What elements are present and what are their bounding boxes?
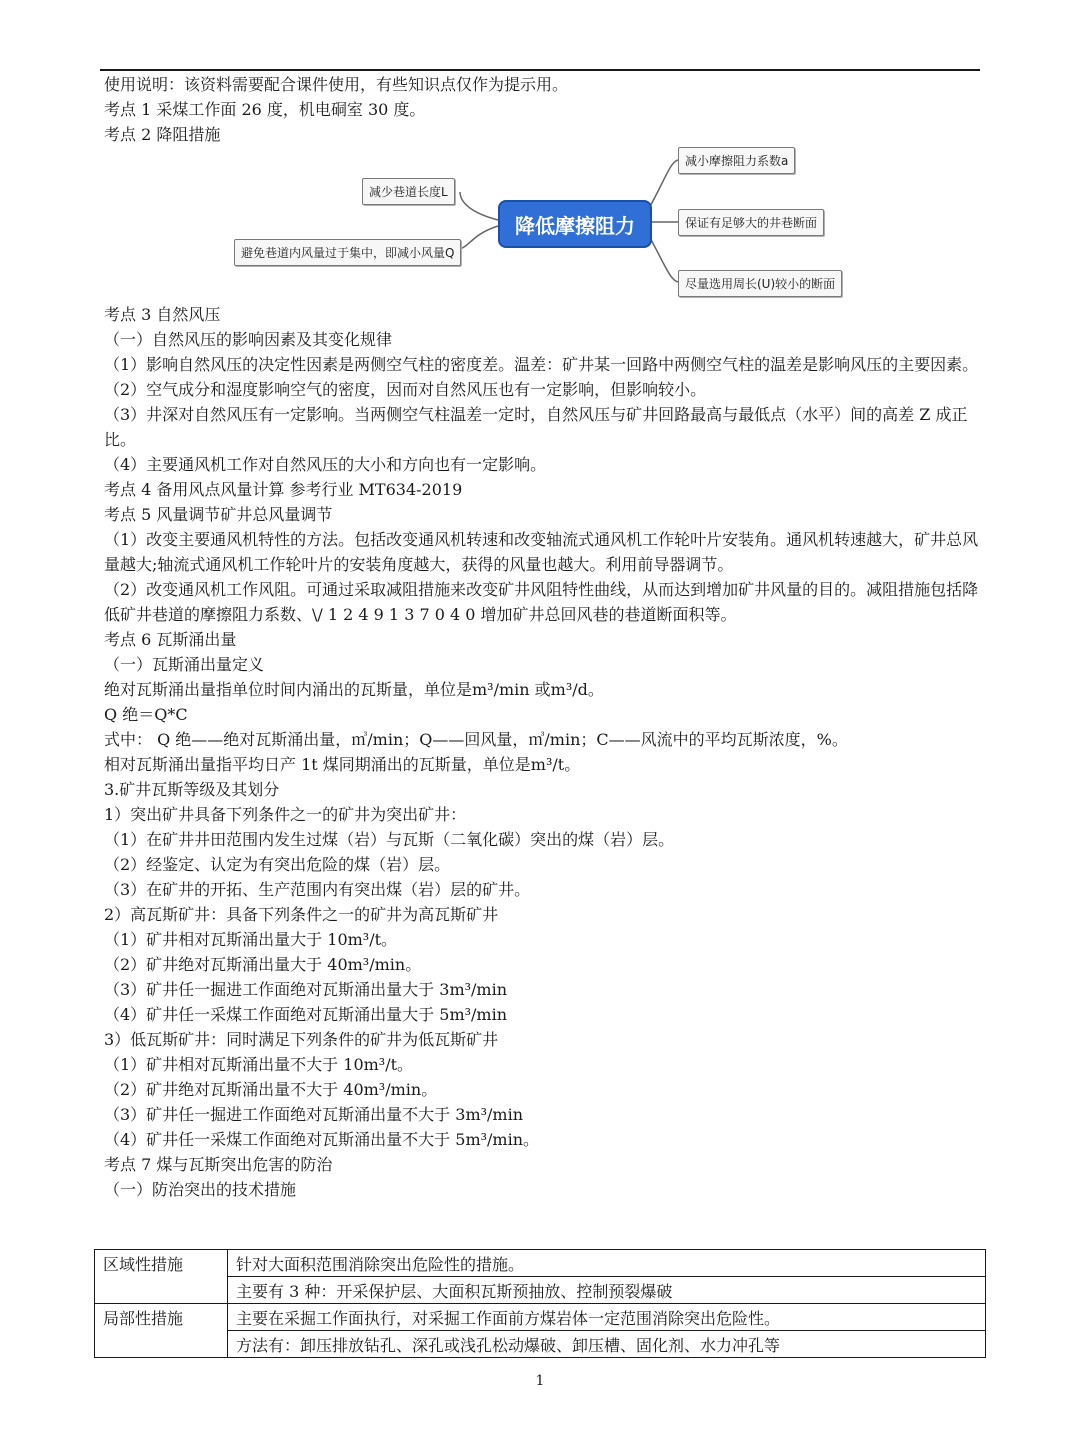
- point-7-heading: （一）防治突出的技术措施: [104, 1180, 297, 1199]
- page-number: 1: [535, 1373, 545, 1389]
- table-cell-head: 局部性措施: [95, 1304, 228, 1358]
- list-item: （3）矿井任一掘进工作面绝对瓦斯涌出量不大于 3m³/min: [104, 1105, 524, 1124]
- table-row: [95, 1331, 986, 1358]
- mindmap-node-small-perimeter: 尽量选用周长(U)较小的断面: [678, 270, 842, 297]
- formula: Q 绝＝Q*C: [104, 705, 188, 724]
- list-item: 1）突出矿井具备下列条件之一的矿井为突出矿井：: [104, 805, 467, 824]
- mindmap-center-node: 降低摩擦阻力: [498, 200, 652, 248]
- paragraph: 相对瓦斯涌出量指平均日产 1t 煤同期涌出的瓦斯量，单位是m³/t。: [104, 755, 581, 774]
- table-cell: 主要在采掘工作面执行，对采掘工作面前方煤岩体一定范围消除突出危险性。: [228, 1304, 986, 1331]
- measures-table: [94, 1249, 986, 1358]
- usage-note: 使用说明：该资料需要配合课件使用，有些知识点仅作为提示用。: [104, 75, 569, 94]
- mindmap-node-reduce-airflow: 避免巷道内风量过于集中，即减小风量Q: [234, 239, 461, 266]
- table-row: [95, 1277, 986, 1304]
- list-item: （2）经鉴定、认定为有突出危险的煤（岩）层。: [104, 855, 451, 874]
- subheading-natural-pressure: （一）自然风压的影响因素及其变化规律: [104, 330, 393, 349]
- list-item: （1）矿井相对瓦斯涌出量大于 10m³/t。: [104, 930, 398, 949]
- list-item: 3）低瓦斯矿井：同时满足下列条件的矿井为低瓦斯矿井: [104, 1030, 499, 1049]
- list-item: （1）矿井相对瓦斯涌出量不大于 10m³/t。: [104, 1055, 414, 1074]
- list-item: （4）矿井任一采煤工作面绝对瓦斯涌出量大于 5m³/min: [104, 1005, 508, 1024]
- table-row: [95, 1250, 986, 1277]
- mindmap-node-friction-coefficient: 减小摩擦阻力系数a: [678, 147, 795, 174]
- point-3-heading: 考点 3 自然风压: [104, 305, 221, 324]
- list-item: 2）高瓦斯矿井：具备下列条件之一的矿井为高瓦斯矿井: [104, 905, 499, 924]
- point-5-heading: 考点 5 风量调节矿井总风量调节: [104, 505, 333, 524]
- table-cell: 针对大面积范围消除突出危险性的措施。: [228, 1250, 986, 1277]
- paragraph: 绝对瓦斯涌出量指单位时间内涌出的瓦斯量，单位是m³/min 或m³/d。: [104, 680, 604, 699]
- formula-legend: 式中： Q 绝——绝对瓦斯涌出量，㎥/min；Q——回风量，㎥/min；C——风流中的平均瓦斯浓度，%。: [104, 730, 848, 749]
- table-cell: 方法有：卸压排放钻孔、深孔或浅孔松动爆破、卸压槽、固化剂、水力冲孔等: [228, 1331, 986, 1358]
- point-6-heading: 考点 6 瓦斯涌出量: [104, 630, 237, 649]
- body-text: [104, 302, 980, 1202]
- point-1: 考点 1 采煤工作面 26 度，机电硐室 30 度。: [104, 100, 426, 119]
- table-cell: 主要有 3 种：开采保护层、大面积瓦斯预抽放、控制预裂爆破: [228, 1277, 986, 1304]
- point-4-heading: 考点 4 备用风点风量计算 参考行业 MT634-2019: [104, 480, 463, 499]
- list-item: （3）矿井任一掘进工作面绝对瓦斯涌出量大于 3m³/min: [104, 980, 508, 999]
- paragraph: （1）影响自然风压的决定性因素是两侧空气柱的密度差。温差：矿井某一回路中两侧空气柱的温差是影响风压的主要因素。: [104, 355, 979, 374]
- intro-block: [104, 72, 980, 147]
- list-item: 考点 7 煤与瓦斯突出危害的防治: [104, 1155, 333, 1174]
- paragraph: （4）主要通风机工作对自然风压的大小和方向也有一定影响。: [104, 455, 547, 474]
- paragraph: （2）空气成分和湿度影响空气的密度，因而对自然风压也有一定影响，但影响较小。: [104, 380, 707, 399]
- table-row: [95, 1304, 986, 1331]
- mindmap: [220, 140, 860, 310]
- point-2-heading: 考点 2 降阻措施: [104, 125, 221, 144]
- list-item: （2）矿井绝对瓦斯涌出量大于 40m³/min。: [104, 955, 422, 974]
- mindmap-node-section-size: 保证有足够大的井巷断面: [678, 209, 824, 236]
- paragraph: （1）改变主要通风机特性的方法。包括改变通风机转速和改变轴流式通风机工作轮叶片安装角。通风机转速越大，矿井总风量越大;轴流式通风机工作轮叶片的安装角度越大，获得的风量也越大。利用前导器调节。: [104, 530, 979, 574]
- list-item: （1）在矿井井田范围内发生过煤（岩）与瓦斯（二氧化碳）突出的煤（岩）层。: [104, 830, 675, 849]
- mindmap-node-reduce-length: 减少巷道长度L: [362, 178, 455, 205]
- list-item: （4）矿井任一采煤工作面绝对瓦斯涌出量不大于 5m³/min。: [104, 1130, 540, 1149]
- table-cell-head: 区域性措施: [95, 1250, 228, 1304]
- header-rule: [100, 69, 980, 71]
- subheading-gas-definition: （一）瓦斯涌出量定义: [104, 655, 265, 674]
- paragraph: （3）井深对自然风压有一定影响。当两侧空气柱温差一定时，自然风压与矿井回路最高与最低点（水平）间的高差 Z 成正比。: [104, 405, 968, 449]
- list-item: （2）矿井绝对瓦斯涌出量不大于 40m³/min。: [104, 1080, 438, 1099]
- paragraph: （2）改变通风机工作风阻。可通过采取减阻措施来改变矿井风阻特性曲线，从而达到增加矿井风量的目的。减阻措施包括降低矿井巷道的摩擦阻力系数、\/ 1 2 4 9 1 3 7 0 4 0 增加矿井总回风巷的巷道断面积等。: [104, 580, 979, 624]
- subheading-gas-grade: 3.矿井瓦斯等级及其划分: [104, 780, 280, 799]
- list-item: （3）在矿井的开拓、生产范围内有突出煤（岩）层的矿井。: [104, 880, 531, 899]
